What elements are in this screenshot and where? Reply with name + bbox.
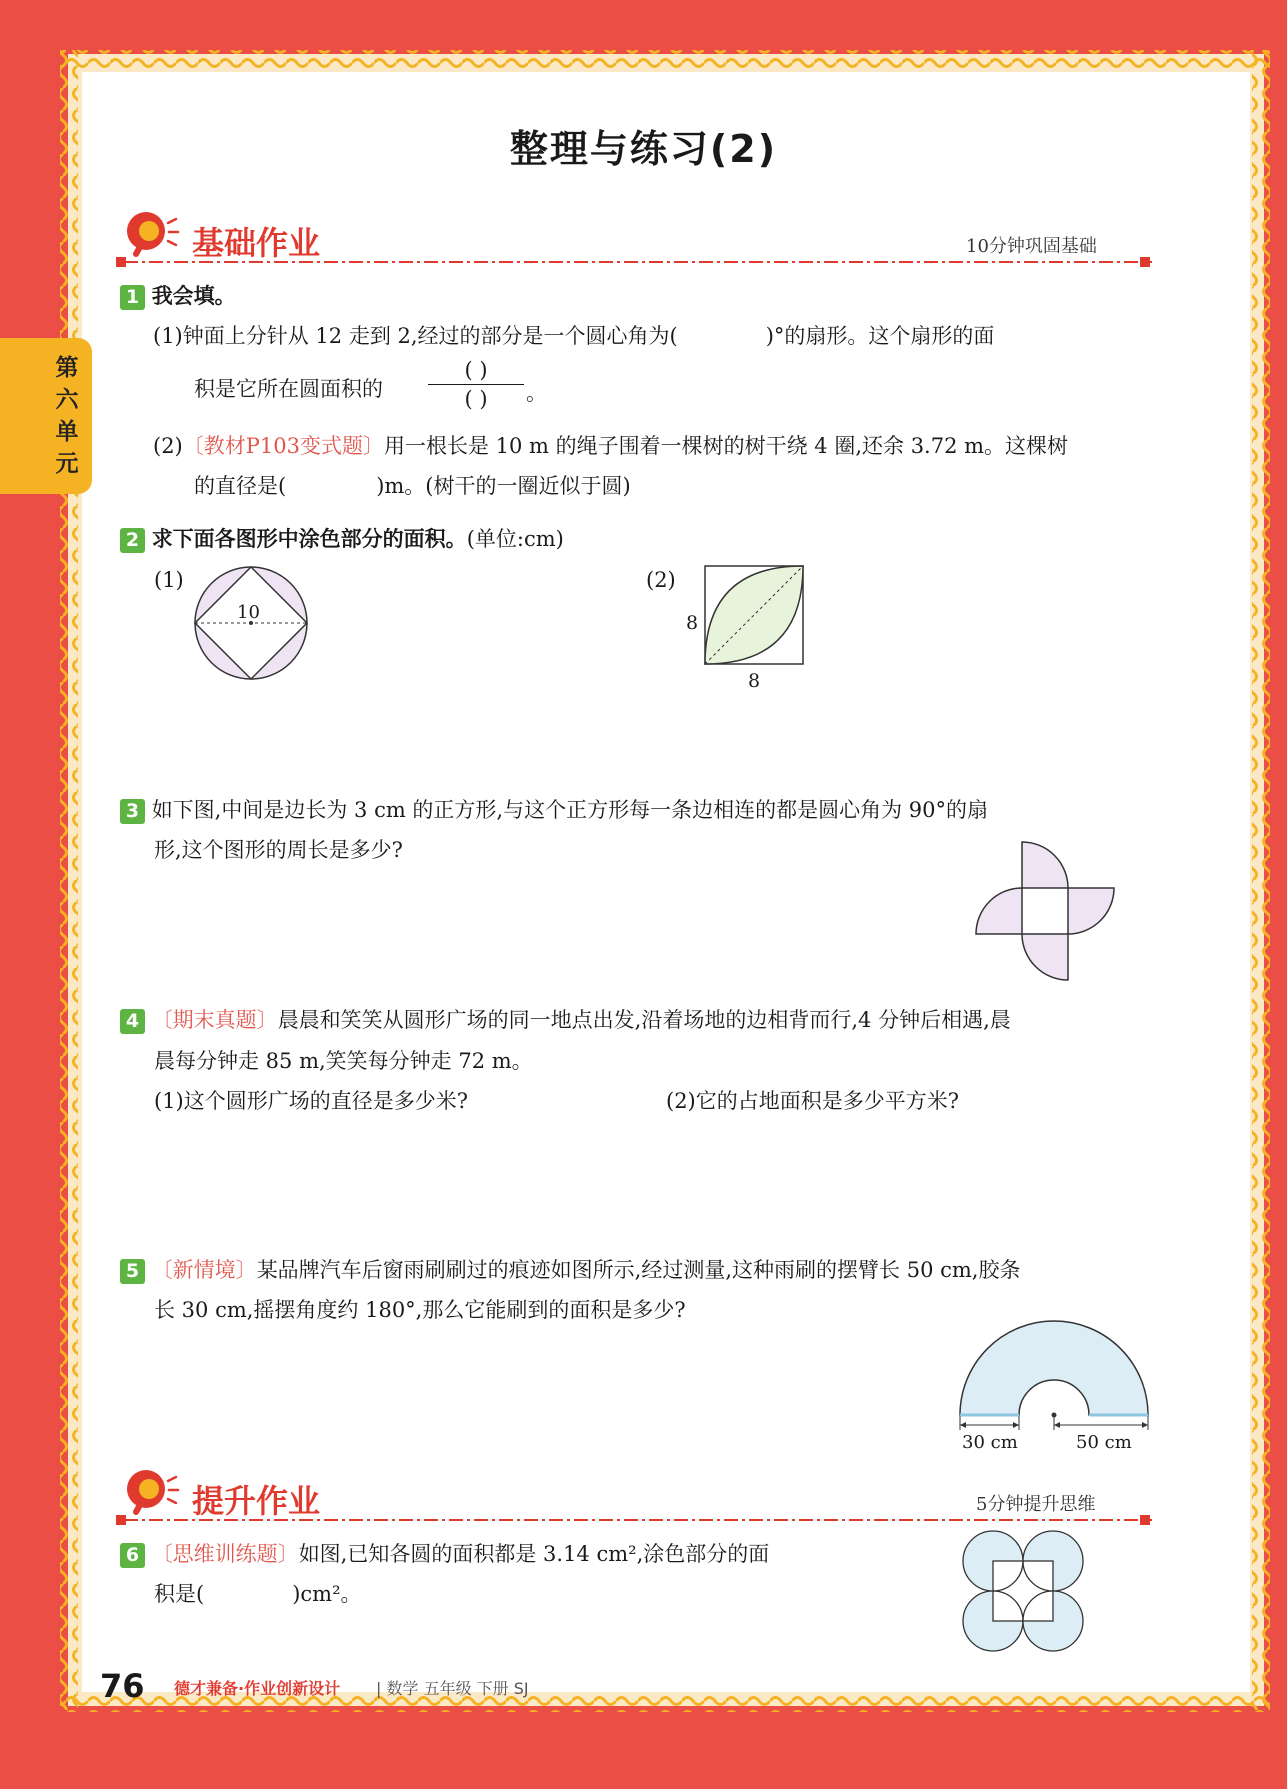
q1-p2-prefix: (2) [153, 434, 183, 458]
page-title: 整理与练习(2) [509, 127, 778, 171]
unit-note: (单位:cm) [466, 527, 564, 551]
question-4-sub1: (1)这个圆形广场的直径是多少米? [154, 1089, 469, 1113]
wiper-left-label: 30 cm [962, 1432, 1018, 1453]
fig1-diameter-label: 10 [237, 602, 260, 623]
question-number: 2 [120, 528, 145, 553]
question-5-line2: 长 30 cm,摇摆角度约 180°,那么它能刷到的面积是多少? [154, 1298, 686, 1322]
unit-side-label: 第六单元 [55, 355, 79, 477]
fraction-denominator: ( ) [464, 387, 488, 411]
circle-square-figure [190, 566, 320, 684]
question-3-line2: 形,这个图形的周长是多少? [154, 838, 403, 862]
q1-p1-text-b: )°的扇形。这个扇形的面 [765, 324, 995, 348]
question-number: 6 [120, 1543, 145, 1568]
q1-part1-line1 [153, 324, 994, 349]
q1-part1-end: 。 [526, 381, 547, 405]
section-note-basic: 10分钟巩固基础 [966, 236, 1097, 257]
question-5-line1 [120, 1258, 1020, 1284]
page-number: 76 [100, 1667, 145, 1705]
q3-text: 如下图,中间是边长为 3 cm 的正方形,与这个正方形每一条边相连的都是圆心角为 90°的扇 [151, 798, 988, 822]
wiper-right-label: 50 cm [1076, 1432, 1132, 1453]
section-divider-advanced [116, 1514, 1160, 1526]
square-leaf-figure [704, 565, 805, 666]
question-6-line2 [154, 1582, 362, 1607]
q1-part1-line2: 积是它所在圆面积的 [194, 377, 383, 401]
source-tag: 〔期末真题〕 [151, 1008, 278, 1032]
section-divider-basic [116, 256, 1160, 268]
question-4-sub2: (2)它的占地面积是多少平方米? [666, 1089, 960, 1113]
q6-text-a: 积是( [154, 1582, 205, 1606]
q6-text-b: )cm²。 [292, 1582, 362, 1606]
q5-text: 某品牌汽车后窗雨刷刷过的痕迹如图所示,经过测量,这种雨刷的摆臂长 50 cm,胶条 [256, 1258, 1021, 1282]
section-title-basic: 基础作业 [192, 224, 321, 262]
q2-fig1-label: (1) [154, 568, 184, 592]
question-4-line2: 晨每分钟走 85 m,笑笑每分钟走 72 m。 [154, 1049, 533, 1073]
question-number: 4 [120, 1009, 145, 1034]
megaphone-icon [116, 1464, 182, 1520]
question-2-heading [120, 527, 564, 553]
q4-text: 晨晨和笑笑从圆形广场的同一地点出发,沿着场地的边相背而行,4 分钟后相遇,晨 [277, 1008, 1011, 1032]
footer-brand: 德才兼备·作业创新设计 [174, 1679, 341, 1698]
section-note-advanced: 5分钟提升思维 [976, 1494, 1096, 1515]
fraction-blank[interactable] [428, 358, 524, 411]
q1-p2-text-b: )m。(树干的一圈近似于圆) [376, 474, 631, 498]
megaphone-icon [116, 206, 182, 262]
q6-text: 如图,已知各圆的面积都是 3.14 cm²,涂色部分的面 [298, 1542, 770, 1566]
q1-part2-line2 [194, 474, 631, 499]
source-tag: 〔新情境〕 [151, 1258, 257, 1282]
question-heading-text: 求下面各图形中涂色部分的面积。 [151, 527, 467, 551]
question-number: 1 [120, 285, 145, 310]
pinwheel-figure [970, 840, 1118, 984]
fig2-side-label: 8 [686, 612, 699, 634]
question-number: 3 [120, 799, 145, 824]
question-number: 5 [120, 1259, 145, 1284]
fraction-bar [428, 384, 524, 385]
q1-p1-text-a: (1)钟面上分针从 12 走到 2,经过的部分是一个圆心角为( [153, 324, 678, 348]
question-heading-text: 我会填。 [151, 284, 236, 308]
source-tag: 〔思维训练题〕 [151, 1542, 299, 1566]
fig2-bottom-label: 8 [748, 670, 761, 692]
question-3-line1 [120, 798, 988, 824]
question-6-line1 [120, 1542, 769, 1568]
section-title-advanced: 提升作业 [192, 1482, 321, 1520]
q1-p2-text-a: 的直径是( [194, 474, 287, 498]
q1-part2-line1 [153, 434, 1068, 459]
fraction-numerator: ( ) [464, 358, 488, 382]
question-4-line1 [120, 1008, 1011, 1034]
four-circles-figure [960, 1528, 1086, 1654]
q2-fig2-label: (2) [646, 568, 676, 592]
footer-book-info: | 数学 五年级 下册 SJ [376, 1679, 529, 1698]
source-tag: 〔教材P103变式题〕 [182, 434, 384, 458]
question-1-heading [120, 284, 236, 310]
wiper-figure [955, 1318, 1155, 1438]
q1-p2-text: 用一根长是 10 m 的绳子围着一棵树的树干绕 4 圈,还余 3.72 m。这棵树 [383, 434, 1069, 458]
